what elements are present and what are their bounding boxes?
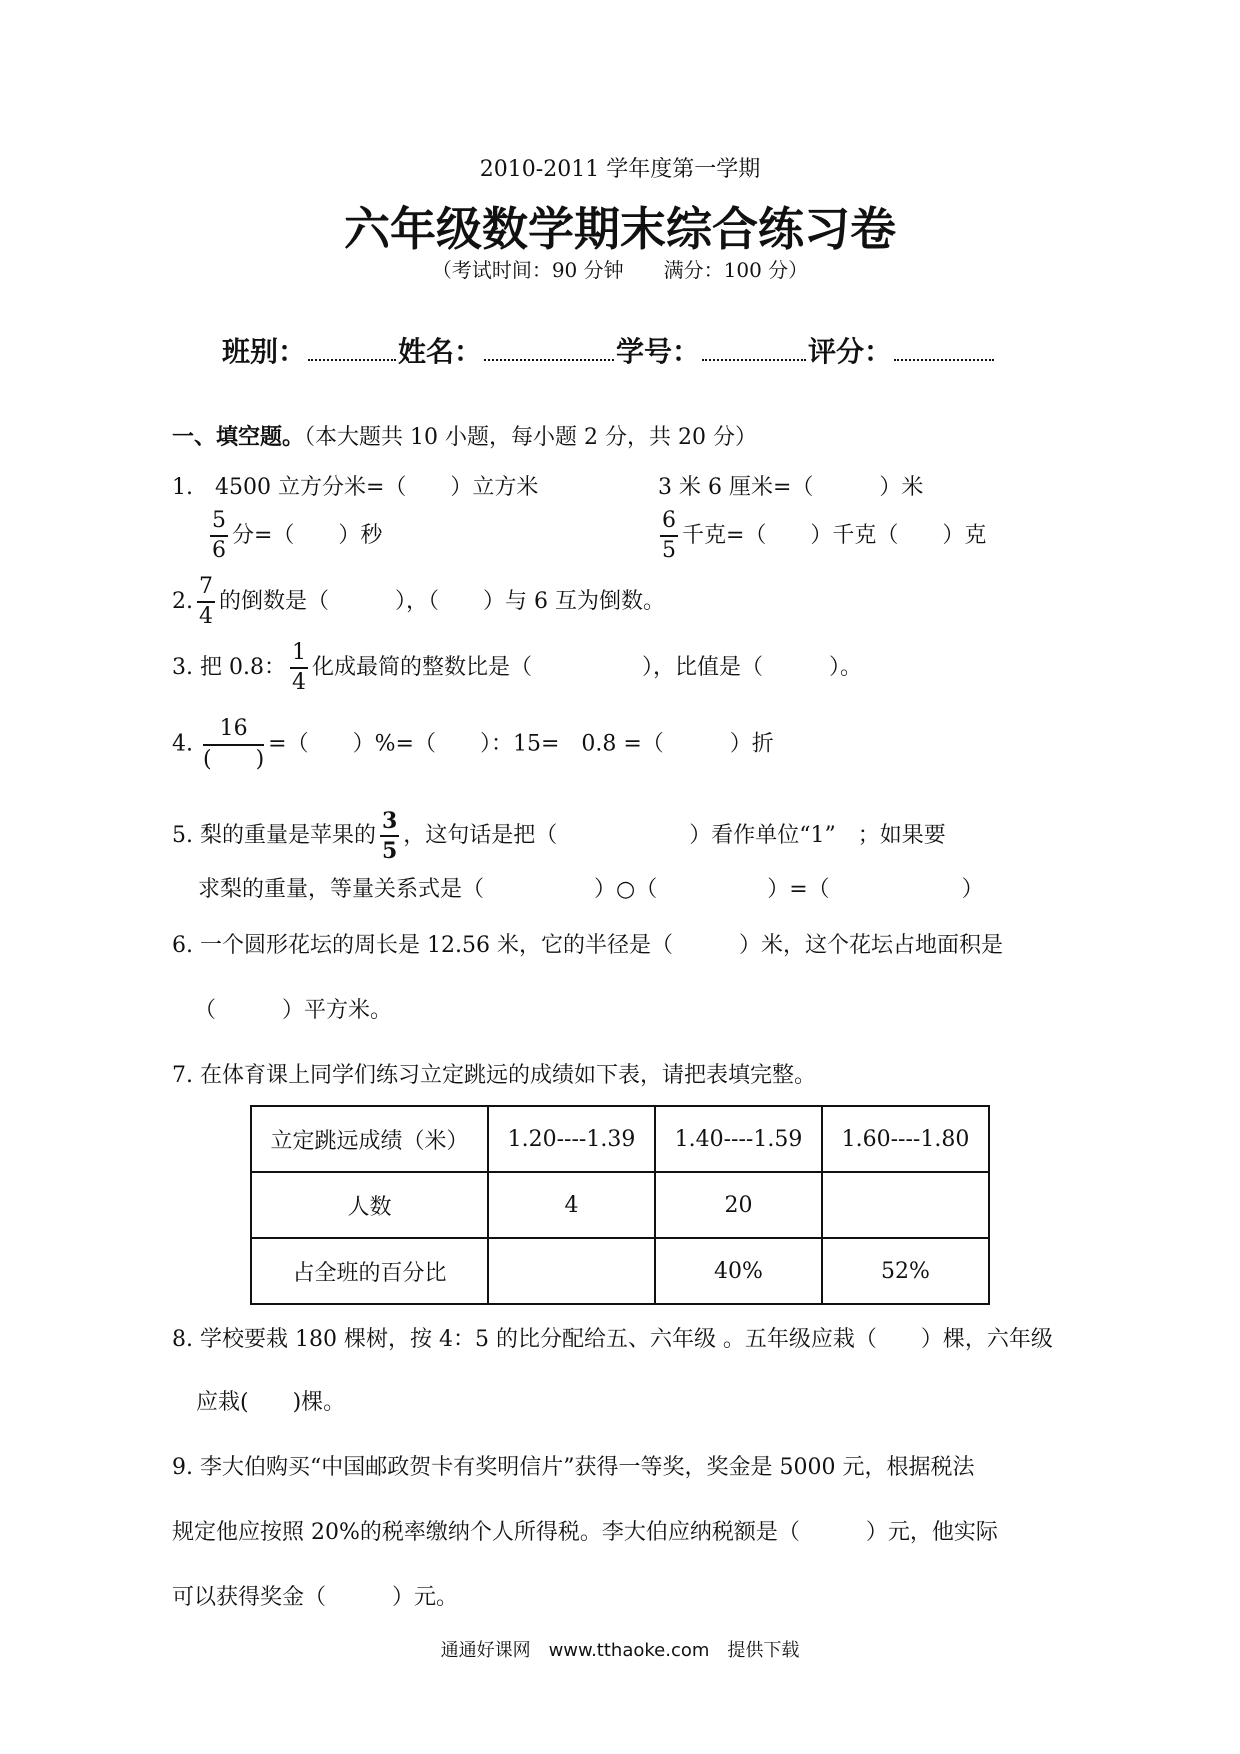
q5-line2: 求梨的重量，等量关系式是（ ）○（ ）=（ ） <box>198 877 984 902</box>
fraction: $\frac{16}{( )}$ <box>203 716 265 772</box>
table-cell: 1.40----1.59 <box>655 1106 822 1172</box>
id-field[interactable] <box>702 355 806 361</box>
q9-line3: 可以获得奖金（ ）元。 <box>172 1585 459 1610</box>
class-label: 班别： <box>222 335 307 368</box>
q9-line2: 规定他应按照 20%的税率缴纳个人所得税。李大伯应纳税额是（ ）元，他实际 <box>172 1520 998 1545</box>
term-line: 2010-2011 学年度第一学期 <box>479 157 761 182</box>
table-cell: 占全班的百分比 <box>251 1238 488 1304</box>
q1-line1-a: 1. 4500 立方分米=（ ）立方米 <box>172 475 539 500</box>
footer-credit: 通通好课网 www.tthaoke.com 提供下载 <box>440 1640 800 1661</box>
page-title: 六年级数学期末综合练习卷 <box>344 202 896 256</box>
name-field[interactable] <box>484 355 614 361</box>
table-cell: 20 <box>655 1172 822 1238</box>
table-cell: 52% <box>822 1238 989 1304</box>
table-cell: 4 <box>488 1172 655 1238</box>
fraction: $\frac{1}{4}$ <box>291 640 306 695</box>
section1-heading: 一、填空题。 <box>172 424 305 450</box>
score-field[interactable] <box>894 355 994 361</box>
q1-line1-b: 3 米 6 厘米=（ ）米 <box>658 475 924 500</box>
q1-line2-right: $\frac{6}{5}$ 千克=（ ）千克（ ）克 <box>662 508 987 563</box>
q1-line2-left: $\frac{5}{6}$ 分=（ ）秒 <box>212 508 383 563</box>
exam-info: （考试时间：90 分钟 满分：100 分） <box>431 258 809 282</box>
table-cell[interactable] <box>822 1172 989 1238</box>
fraction: $\frac{7}{4}$ <box>199 574 213 629</box>
table-cell: 1.20----1.39 <box>488 1106 655 1172</box>
name-label: 姓名： <box>398 335 483 368</box>
score-label: 评分： <box>808 335 893 368</box>
q6-line1: 6. 一个圆形花坛的周长是 12.56 米，它的半径是（ ）米，这个花坛占地面积是 <box>172 933 1003 958</box>
table-row <box>251 1106 989 1172</box>
table-cell[interactable] <box>488 1238 655 1304</box>
student-fields <box>222 330 996 370</box>
fraction: $\frac{5}{6}$ <box>212 508 226 563</box>
id-label: 学号： <box>616 335 701 368</box>
fraction: $\frac{6}{5}$ <box>662 508 676 563</box>
q5-line1: 5. 梨的重量是苹果的 $\frac{3}{5}$ ，这句话是把（ ）看作单位“1” ；如果要 <box>172 808 946 864</box>
section1-note: （本大题共 10 小题，每小题 2 分，共 20 分） <box>304 425 757 450</box>
table-cell: 1.60----1.80 <box>822 1106 989 1172</box>
q4: 4. $\frac{16}{( )}$ =（ ）%=（ ）：15= 0.8 =（ ）折 <box>172 716 774 772</box>
fraction: $\frac{3}{5}$ <box>381 808 398 864</box>
table-row <box>251 1172 989 1238</box>
q2: 2. $\frac{7}{4}$ 的倒数是（ ），（ ）与 6 互为倒数。 <box>172 574 665 629</box>
q9-line1: 9. 李大伯购买“中国邮政贺卡有奖明信片”获得一等奖，奖金是 5000 元，根据税法 <box>172 1455 975 1480</box>
table-cell: 立定跳远成绩（米） <box>251 1106 488 1172</box>
q8-line2: 应栽( )棵。 <box>196 1390 346 1415</box>
table-cell: 40% <box>655 1238 822 1304</box>
q8-line1: 8. 学校要栽 180 棵树，按 4：5 的比分配给五、六年级 。五年级应栽（ ）棵，六年级 <box>172 1327 1053 1352</box>
table-cell: 人数 <box>251 1172 488 1238</box>
table-row <box>251 1238 989 1304</box>
section1-title <box>172 420 757 451</box>
q6-line2: （ ）平方米。 <box>194 998 393 1023</box>
score-table <box>250 1105 990 1305</box>
class-field[interactable] <box>308 355 396 361</box>
q7-text: 7. 在体育课上同学们练习立定跳远的成绩如下表，请把表填完整。 <box>172 1063 816 1088</box>
q3: 3. 把 0.8： $\frac{1}{4}$ 化成最简的整数比是（ ），比值是（ ）。 <box>172 640 862 695</box>
